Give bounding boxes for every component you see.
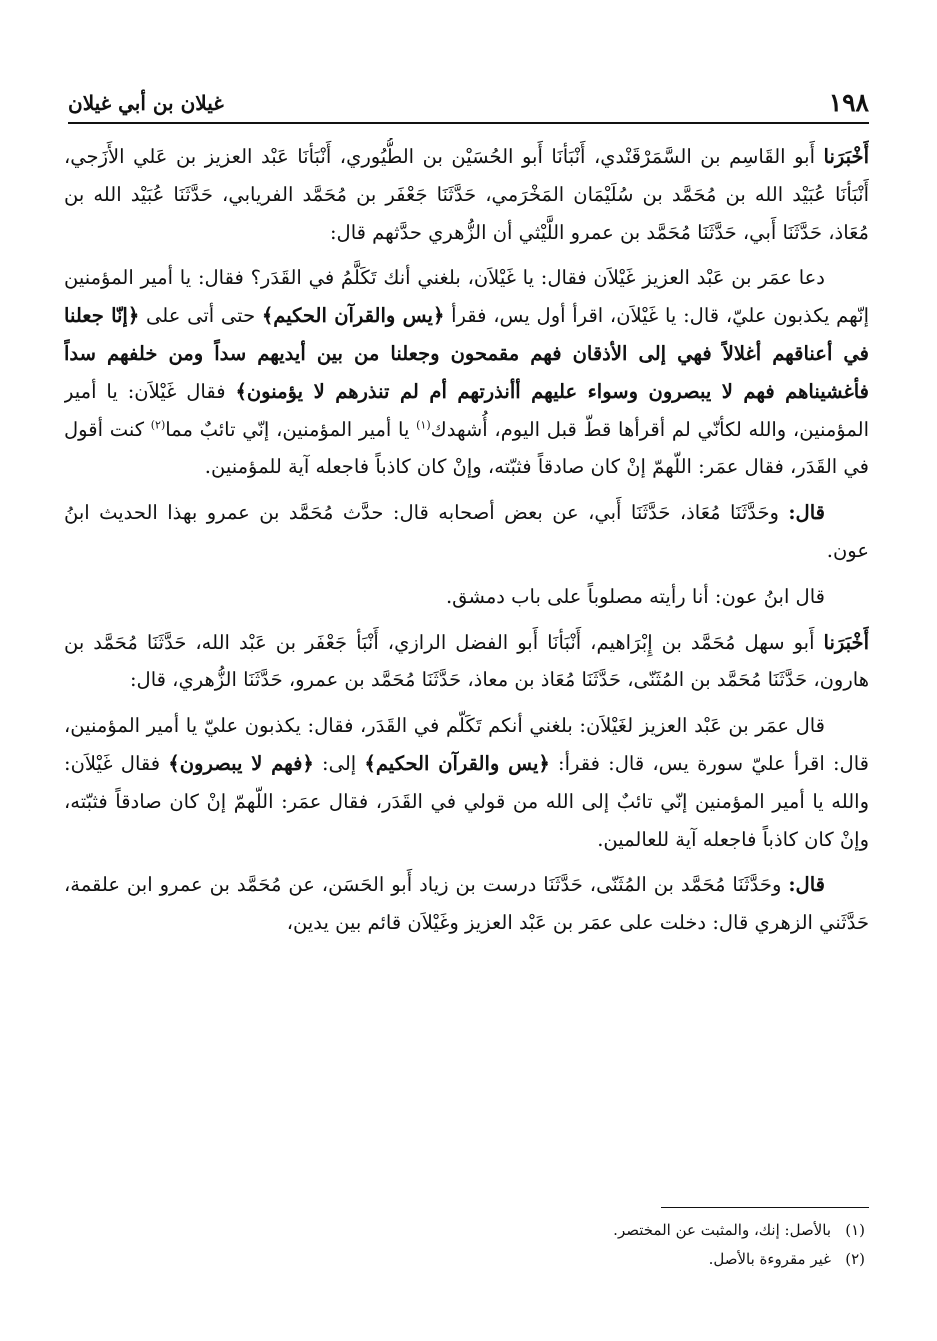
paragraph-report-1 [64, 494, 869, 570]
main-text [64, 138, 869, 1178]
quran-quote: ﴿يس والقرآن الحكيم﴾ [261, 304, 445, 328]
footnote-marker-2[interactable]: (٢) [150, 418, 166, 432]
paragraph-report-2 [64, 578, 869, 616]
quran-quote: ﴿يس والقرآن الحكيم﴾ [364, 751, 550, 775]
paragraph-text: فقال غَيْلاَن: يا أمير المؤمنين، والله لكأنّي لم أقرأها قطّ قبل اليوم، أُشهدك [64, 379, 869, 441]
paragraph-text: قال ابنُ عون: أنا رأيته مصلوباً على باب دمشق. [445, 584, 825, 608]
paragraph-text: يا أمير المؤمنين، إنّي تائبٌ مما [165, 417, 417, 441]
quran-quote: ﴿إنّا جعلنا في أعناقهم أغلالاً فهي إلى الأذقان فهم مقمحون وجعلنا من بين أيديهم سداً ومن خلفهم سداً فأغشيناهم فهم لا يبصرون وسواء عليهم أأنذرتهم أم لم تنذرهم لا يؤمنون﴾ [64, 304, 869, 403]
lead-word: قال: [788, 501, 825, 525]
footnote-rule [661, 1207, 869, 1208]
paragraph-isnad-2 [64, 624, 869, 700]
book-title: غيلان بن أبي غيلان [68, 91, 224, 115]
paragraph-narrative-1 [64, 259, 869, 486]
paragraph-text: دعا عمَر بن عَبْد العزيز غَيْلاَن فقال: يا غَيْلاَن، بلغني أنك تَكَلَّمُ في القَدَر؟ فقال: يا أمير المؤمنين إنّهم يكذبون عليّ، قال: يا غَيْلاَن، اقرأ أول يس، فقرأ [64, 266, 869, 328]
footnotes [68, 1216, 865, 1274]
lead-word: قال: [788, 873, 825, 897]
paragraph-text: أَبو سهل مُحَمَّد بن إِبْرَاهيم، أَنْبَأنَا أَبو الفضل الرازي، أَنْبَأ جَعْفَر بن عَبْد الله، حَدَّثَنَا مُحَمَّد بن هارون، حَدَّثَنَا مُحَمَّد بن المُثَنّى، حَدَّثَنَا مُعَاذ بن معاذ، حَدَّثَنَا مُحَمَّد بن عمرو، حَدَّثَنَا الزُّهري، قال: [64, 630, 869, 692]
paragraph-text: إلى: [313, 751, 365, 775]
footnote-2 [68, 1245, 865, 1274]
lead-word: أَخْبَرَنا [823, 630, 869, 654]
paragraph-report-3 [64, 866, 869, 942]
footnote-1 [68, 1216, 865, 1245]
paragraph-text: فقال غَيْلاَن: والله يا أمير المؤمنين إنّي تائبٌ إلى الله من قولي في القَدَر، فقال عمَر: اللّهمّ إنْ كان صادقاً فثبّته، وإنْ كان كاذباً فاجعله آية للعالمين. [64, 751, 869, 851]
lead-word: أَخْبَرَنا [823, 145, 869, 168]
footnote-text: غير مقروءة بالأصل. [708, 1250, 831, 1268]
paragraph-narrative-2 [64, 707, 869, 858]
paragraph-text: أَبو القَاسِم بن السَّمَرْقَنْدي، أَنْبَأنَا أَبو الحُسَيْن بن الطُّيُوري، أَنْبَأنَا عَبْد العزيز بن عَلي الأَزَجي، أَنْبَأنَا عُبَيْد الله بن مُحَمَّد بن سُلَيْمَان المَخْرَمي، حَدَّثَنَا جَعْفَر بن مُحَمَّد الفريابي، حَدَّثَنَا عُبَيْد الله بن مُعَاذ، حَدَّثَنَا أَبي، حَدَّثَنَا مُحَمَّد بن عمرو اللَّيْثي أن الزُّهري حدَّثهم قال: [64, 145, 869, 244]
footnote-number: (١) [845, 1221, 865, 1239]
quran-quote: ﴿فهم لا يبصرون﴾ [168, 751, 314, 775]
paragraph-text: وحَدَّثَنَا مُعَاذ، حَدَّثَنَا أَبي، عن بعض أصحابه قال: حدَّث مُحَمَّد بن عمرو بهذا الحديث ابنُ عون. [64, 501, 869, 562]
footnote-text: بالأصل: إنك، والمثبت عن المختصر. [613, 1221, 831, 1239]
paragraph-isnad-1 [64, 138, 869, 251]
paragraph-text: وحَدَّثَنَا مُحَمَّد بن المُثَنّى، حَدَّثَنَا درست بن زياد أَبو الحَسَن، عن مُحَمَّد بن عمرو ابن علقمة، حَدَّثَني الزهري قال: دخلت على عمَر بن عَبْد العزيز وغَيْلاَن قائم بين يدين، [64, 873, 869, 935]
page-number: ١٩٨ [828, 88, 869, 117]
paragraph-text: كنت أقول في القَدَر، فقال عمَر: اللّهمّ إنْ كان صادقاً فثبّته، وإنْ كان كاذباً فاجعله آية للمؤمنين. [64, 417, 869, 479]
header-rule [68, 122, 869, 124]
paragraph-text: قال عمَر بن عَبْد العزيز لغَيْلاَن: بلغني أنكم تَكَلّم في القَدَر، فقال: يكذبون عليّ يا أمير المؤمنين، قال: اقرأ عليّ سورة يس، قال: فقرأ: [64, 714, 869, 775]
running-header [68, 78, 869, 118]
paragraph-text: حتى أتى على [139, 304, 262, 328]
footnote-marker-1[interactable]: (١) [416, 418, 431, 432]
footnote-number: (٢) [845, 1250, 865, 1268]
